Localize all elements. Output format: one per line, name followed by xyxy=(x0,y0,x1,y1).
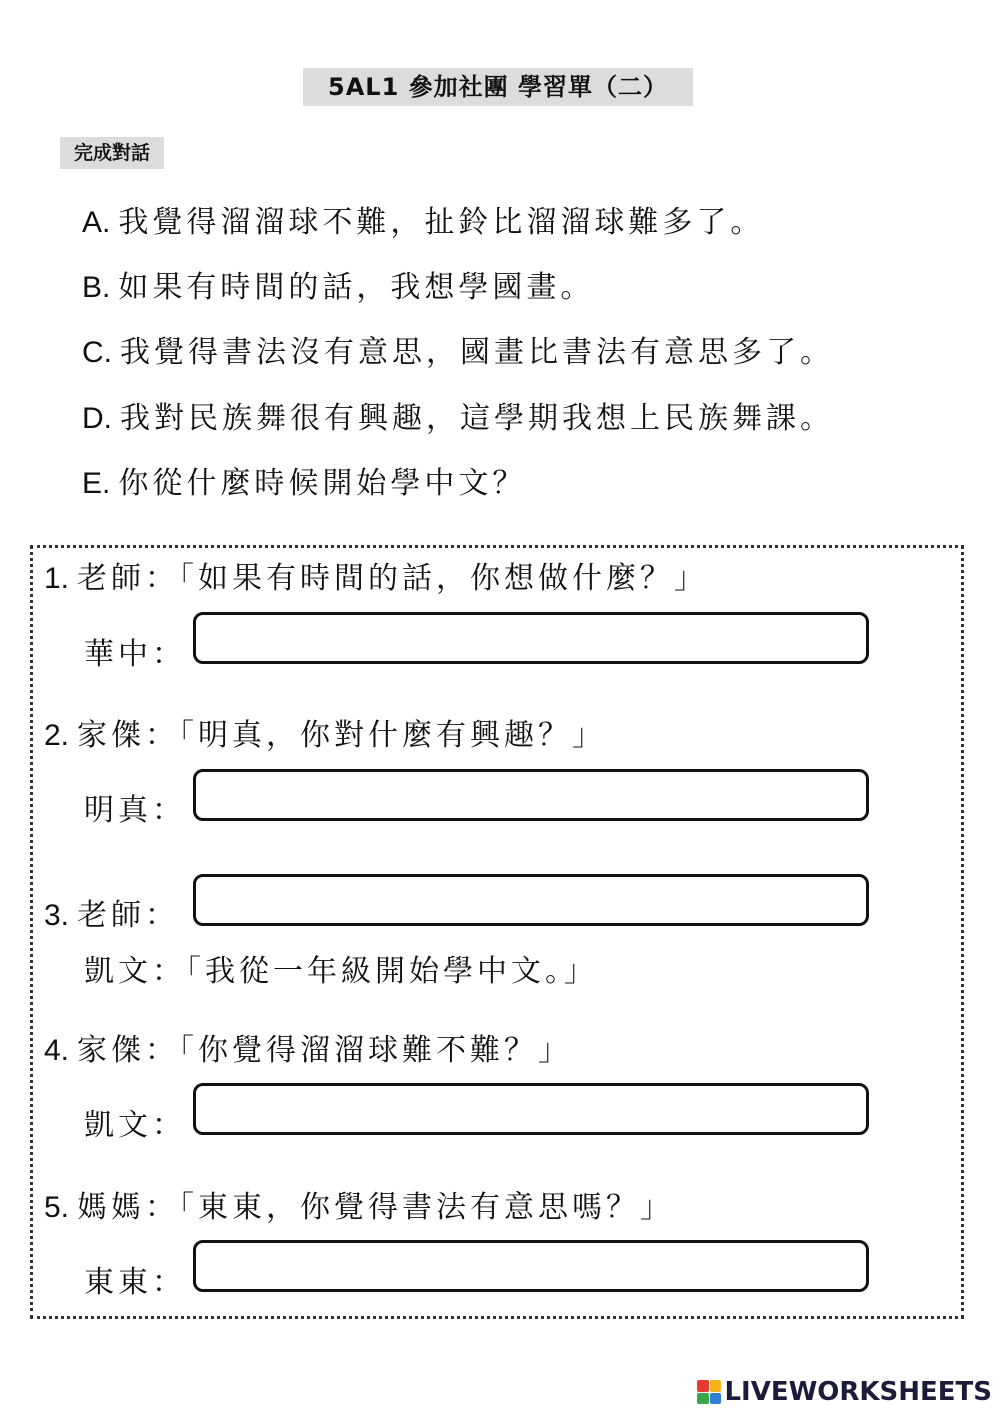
answer-input-5[interactable] xyxy=(193,1240,869,1292)
dialog-3-prompt xyxy=(44,896,179,936)
answer-input-1[interactable] xyxy=(193,612,869,664)
option-text: 我覺得書法沒有意思，國畫比書法有意思多了。 xyxy=(120,335,834,370)
option-d xyxy=(82,399,834,439)
dialog-4-prompt xyxy=(44,1031,572,1071)
option-letter: E. xyxy=(82,467,111,500)
speaker: 家傑： xyxy=(77,718,180,753)
option-letter: C. xyxy=(82,336,112,369)
option-b xyxy=(82,268,594,308)
dialog-4-responder: 凱文： xyxy=(84,1108,186,1143)
dialog-5-responder: 東東： xyxy=(84,1265,186,1300)
option-letter: A. xyxy=(82,206,111,239)
dialog-5-prompt xyxy=(44,1188,674,1228)
dialog-1-prompt xyxy=(44,559,708,599)
dialog-number: 3. xyxy=(44,899,70,932)
dialog-number: 4. xyxy=(44,1034,70,1067)
option-e xyxy=(82,464,526,504)
logo-square-red xyxy=(697,1380,709,1392)
dialog-line: 「我從一年級開始學中文。」 xyxy=(186,954,598,989)
option-text: 我覺得溜溜球不難，扯鈴比溜溜球難多了。 xyxy=(118,205,765,240)
dialog-2-prompt xyxy=(44,716,606,756)
dialog-1-responder: 華中： xyxy=(84,637,186,672)
speaker: 媽媽： xyxy=(77,1190,180,1225)
option-c xyxy=(82,333,834,373)
answer-input-4[interactable] xyxy=(193,1083,869,1135)
dialog-number: 2. xyxy=(44,719,70,752)
dialog-3-responder xyxy=(84,952,598,992)
option-text: 如果有時間的話，我想學國畫。 xyxy=(118,270,595,305)
dialog-line: 「你覺得溜溜球難不難？」 xyxy=(179,1033,573,1068)
dialog-line: 「如果有時間的話，你想做什麼？」 xyxy=(179,561,709,596)
page-title: 5AL1 參加社團 學習單（二） xyxy=(303,68,693,106)
dialog-number: 1. xyxy=(44,562,70,595)
logo-square-green xyxy=(697,1393,709,1405)
option-text: 你從什麼時候開始學中文？ xyxy=(118,466,527,501)
dialog-line: 「東東，你覺得書法有意思嗎？」 xyxy=(179,1190,675,1225)
dialog-2-responder: 明真： xyxy=(84,793,186,828)
logo-square-blue xyxy=(710,1393,722,1405)
liveworksheets-logo-icon xyxy=(697,1380,721,1404)
option-text: 我對民族舞很有興趣，這學期我想上民族舞課。 xyxy=(120,401,834,436)
logo-square-yellow xyxy=(710,1380,722,1392)
speaker: 老師： xyxy=(77,898,180,933)
liveworksheets-logo xyxy=(697,1377,992,1407)
logo-text: LIVEWORKSHEETS xyxy=(724,1377,992,1407)
option-letter: D. xyxy=(82,402,112,435)
speaker: 老師： xyxy=(77,561,180,596)
speaker: 家傑： xyxy=(77,1033,180,1068)
answer-input-2[interactable] xyxy=(193,769,869,821)
dialog-number: 5. xyxy=(44,1191,70,1224)
option-a xyxy=(82,203,764,243)
speaker: 凱文： xyxy=(84,954,186,989)
dialog-line: 「明真，你對什麼有興趣？」 xyxy=(179,718,607,753)
section-label: 完成對話 xyxy=(60,137,164,169)
option-letter: B. xyxy=(82,271,111,304)
answer-input-3[interactable] xyxy=(193,874,869,926)
